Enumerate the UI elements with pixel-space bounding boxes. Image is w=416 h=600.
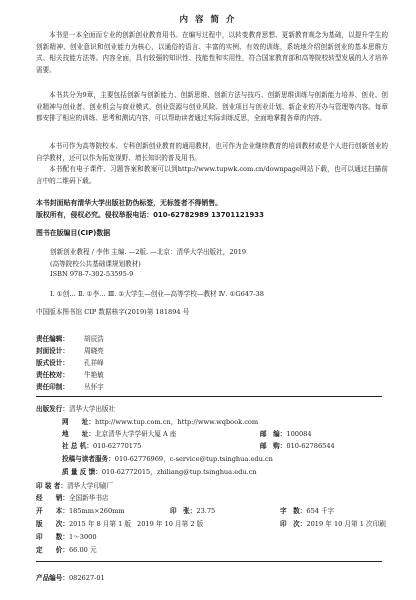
- edition-row: [36, 518, 203, 528]
- address-value: 北京清华大学学研大厦 A 座: [94, 430, 177, 438]
- print-quantity-row: [36, 531, 97, 541]
- price-label: 定 价：: [36, 546, 69, 554]
- cip-record-number: 中国版本图书馆 CIP 数据核字(2019)第 181894 号: [36, 308, 190, 316]
- staff-label: 责任印制：: [36, 383, 69, 391]
- staff-row: [36, 369, 104, 379]
- staff-value: 胡辰浩: [84, 335, 104, 343]
- mail-order-label: 邮 购：: [260, 442, 287, 450]
- website-row: [62, 416, 258, 426]
- publisher-row: [36, 403, 115, 413]
- staff-label: 责任编辑：: [36, 335, 69, 343]
- printer-value: 清华大学印刷厂: [66, 482, 114, 490]
- staff-row: [36, 357, 104, 367]
- staff-value: 孔祥峰: [84, 359, 104, 367]
- divider: [36, 396, 382, 397]
- staff-value: 丛怀宇: [84, 383, 104, 391]
- distributor-label: 经 销：: [36, 494, 69, 502]
- distributor-row: [36, 492, 109, 502]
- copyright-notice: 版权所有，侵权必究。侵权举报电话：010-62782989 13701121933: [36, 211, 264, 219]
- staff-row: [36, 333, 104, 343]
- format-label: 开 本：: [36, 507, 69, 515]
- publisher-name: 清华大学出版社: [68, 405, 116, 413]
- format-value: 185mm×260mm: [68, 507, 125, 515]
- intro-paragraph-1: 本书是一本全面而专业的创新创业教育用书。在编写过程中，以转变教育思想、更新教育观念为基础，以提升学生的创新精神、创业意识和创业能力为核心，以通俗的语言、丰富的实例、有效的训练，系统地介绍创新创业的基本思维方式、相关技能方法等。内容全面，具有较强的知识性、技能性和实用性，符合国家教育部和高等院校转型发展的人才培养需要。: [36, 31, 388, 74]
- mail-order-row: [260, 440, 335, 450]
- distributor-value: 全国新华书店: [68, 494, 109, 502]
- switchboard-row: [62, 440, 141, 450]
- price-row: [36, 544, 97, 554]
- intro-paragraph-3: 本书可作为高等院校本、专科创新创业教育的通用教材，也可作为企业继续教育的培训教材或是个人进行创新创业的自学教材，还可以作为拓宽视野、增长知识的普及用书。: [36, 142, 388, 162]
- cip-title: 图书在版编目(CIP)数据: [36, 229, 111, 237]
- product-code-row: [36, 572, 105, 582]
- cip-classification: Ⅰ. ①创… Ⅱ. ①李… Ⅲ. ①大学生—创业—高等学校—教材 Ⅳ. ①G647-38: [50, 290, 264, 298]
- intro-paragraph-2: 本书共分为9章，主要包括创新与创新能力、创新思维、创新方法与技巧、创新思维训练与创新能力培养、创业、创业精神与创业者、创业机会与商业模式、创业资源与创业风险、创业项目与创业计划、新企业的开办与管理等内容。每章都安排了相应的训练、思考和测试内容，可以帮助读者通过实际训练反思，全面地掌握各章的内容。: [36, 91, 388, 123]
- price-value: 66.00 元: [68, 546, 97, 554]
- staff-label: 封面设计：: [36, 347, 69, 355]
- cip-line: (高等院校公共基础课规划教材): [50, 260, 141, 268]
- quality-row: [62, 466, 257, 476]
- sheets-label: 印 张：: [170, 507, 197, 515]
- print-quantity-value: 1～3000: [68, 533, 97, 541]
- website-value: http://www.tup.com.cn，http://www.wqbook.com: [94, 418, 259, 426]
- anti-counterfeit-notice: 本书封面贴有清华大学出版社防伪标签，无标签者不得销售。: [36, 199, 223, 207]
- staff-label: 版式设计：: [36, 359, 69, 367]
- website-label: 网 址：: [62, 418, 95, 426]
- printer-label: 印 装 者：: [36, 482, 67, 490]
- quality-value: 010-62772015，zhiliang@tup.tsinghua.edu.cn: [101, 468, 257, 476]
- staff-label: 责任校对：: [36, 371, 69, 379]
- divider: [36, 561, 382, 562]
- staff-row: [36, 381, 104, 391]
- impression-row: [280, 518, 386, 528]
- quality-label: 质 量 反 馈：: [62, 468, 102, 476]
- zip-row: [260, 428, 312, 438]
- address-label: 地 址：: [62, 430, 95, 438]
- printer-row: [36, 480, 113, 490]
- print-quantity-label: 印 数：: [36, 533, 69, 541]
- edition-second: 2019 年 10 月第 2 版: [137, 520, 204, 528]
- intro-paragraph-4: 本书配有电子课件、习题答案和教案可以到http://www.tupwk.com.cn/downpage网站下载，也可以通过扫描前言中的二维码下载。: [36, 165, 388, 185]
- product-code-label: 产品编号：: [36, 574, 69, 582]
- zip-value: 100084: [286, 430, 312, 438]
- sheets-row: [170, 505, 215, 515]
- mail-order-value: 010-62786544: [286, 442, 335, 450]
- zip-label: 邮 编：: [260, 430, 287, 438]
- edition-label: 版 次：: [36, 520, 69, 528]
- cip-line: 创新创业教程 / 李伟 主编. —2版. —北京：清华大学出版社，2019: [50, 248, 247, 256]
- page-title: 内 容 简 介: [179, 15, 237, 25]
- impression-label: 印 次：: [280, 520, 307, 528]
- staff-value: 周晓亮: [84, 347, 104, 355]
- word-count-row: [280, 505, 334, 515]
- product-code-value: 082627-01: [68, 574, 105, 582]
- address-row: [62, 428, 176, 438]
- staff-value: 牛艳敏: [84, 371, 104, 379]
- cip-isbn: ISBN 978-7-302-53595-9: [50, 270, 134, 278]
- publisher-label: 出版发行：: [36, 405, 69, 413]
- submission-row: [62, 453, 273, 463]
- format-row: [36, 505, 125, 515]
- switchboard-label: 社 总 机：: [62, 442, 93, 450]
- word-count-label: 字 数：: [280, 507, 307, 515]
- submission-value: 010-62776969，c-service@tup.tsinghua.edu.cn: [114, 455, 273, 463]
- submission-label: 投稿与读者服务：: [62, 455, 115, 463]
- switchboard-value: 010-62770175: [92, 442, 142, 450]
- word-count-value: 654 千字: [306, 507, 335, 515]
- impression-value: 2019 年 10 月第 1 次印刷: [306, 520, 386, 528]
- edition-first: 2015 年 8 月第 1 版: [68, 520, 131, 528]
- sheets-value: 23.75: [196, 507, 216, 515]
- staff-row: [36, 345, 104, 355]
